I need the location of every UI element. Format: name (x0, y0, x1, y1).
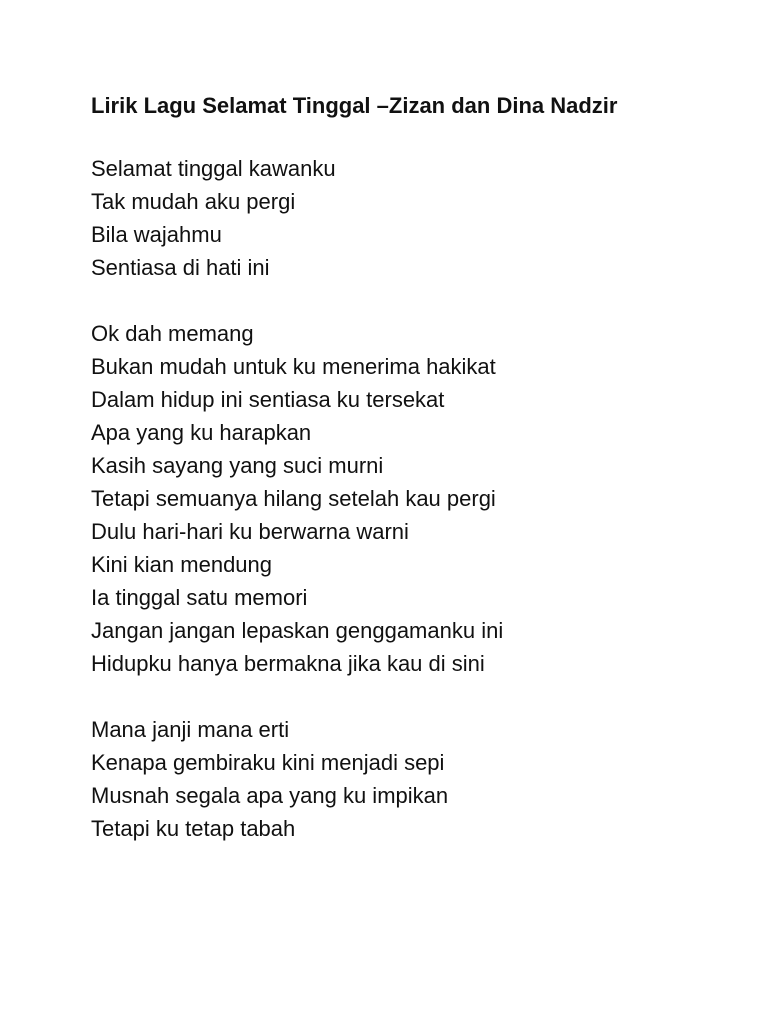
lyric-line: Musnah segala apa yang ku impikan (91, 783, 449, 808)
lyric-line: Ok dah memang (91, 321, 254, 346)
lyric-line: Bila wajahmu (91, 222, 222, 247)
lyric-line: Hidupku hanya bermakna jika kau di sini (91, 651, 485, 676)
lyric-line: Selamat tinggal kawanku (91, 156, 336, 181)
lyric-line: Dulu hari-hari ku berwarna warni (91, 519, 409, 544)
stanza-1 (91, 152, 691, 284)
lyric-line: Apa yang ku harapkan (91, 420, 312, 445)
lyric-line: Tak mudah aku pergi (91, 189, 296, 214)
lyrics-title: Lirik Lagu Selamat Tinggal –Zizan dan Dina Nadzir (91, 93, 618, 118)
lyric-line: Jangan jangan lepaskan genggamanku ini (91, 618, 504, 643)
document-page (91, 90, 691, 878)
lyric-line: Tetapi semuanya hilang setelah kau pergi (91, 486, 496, 511)
lyric-line: Kasih sayang yang suci murni (91, 453, 384, 478)
lyric-line: Kini kian mendung (91, 552, 273, 577)
lyric-line: Tetapi ku tetap tabah (91, 816, 296, 841)
lyric-line: Dalam hidup ini sentiasa ku tersekat (91, 387, 445, 412)
lyric-line: Bukan mudah untuk ku menerima hakikat (91, 354, 496, 379)
stanza-3 (91, 713, 691, 845)
lyric-line: Mana janji mana erti (91, 717, 290, 742)
lyrics-body (91, 152, 691, 845)
lyric-line: Sentiasa di hati ini (91, 255, 270, 280)
stanza-2 (91, 317, 691, 680)
lyric-line: Ia tinggal satu memori (91, 585, 308, 610)
lyric-line: Kenapa gembiraku kini menjadi sepi (91, 750, 445, 775)
